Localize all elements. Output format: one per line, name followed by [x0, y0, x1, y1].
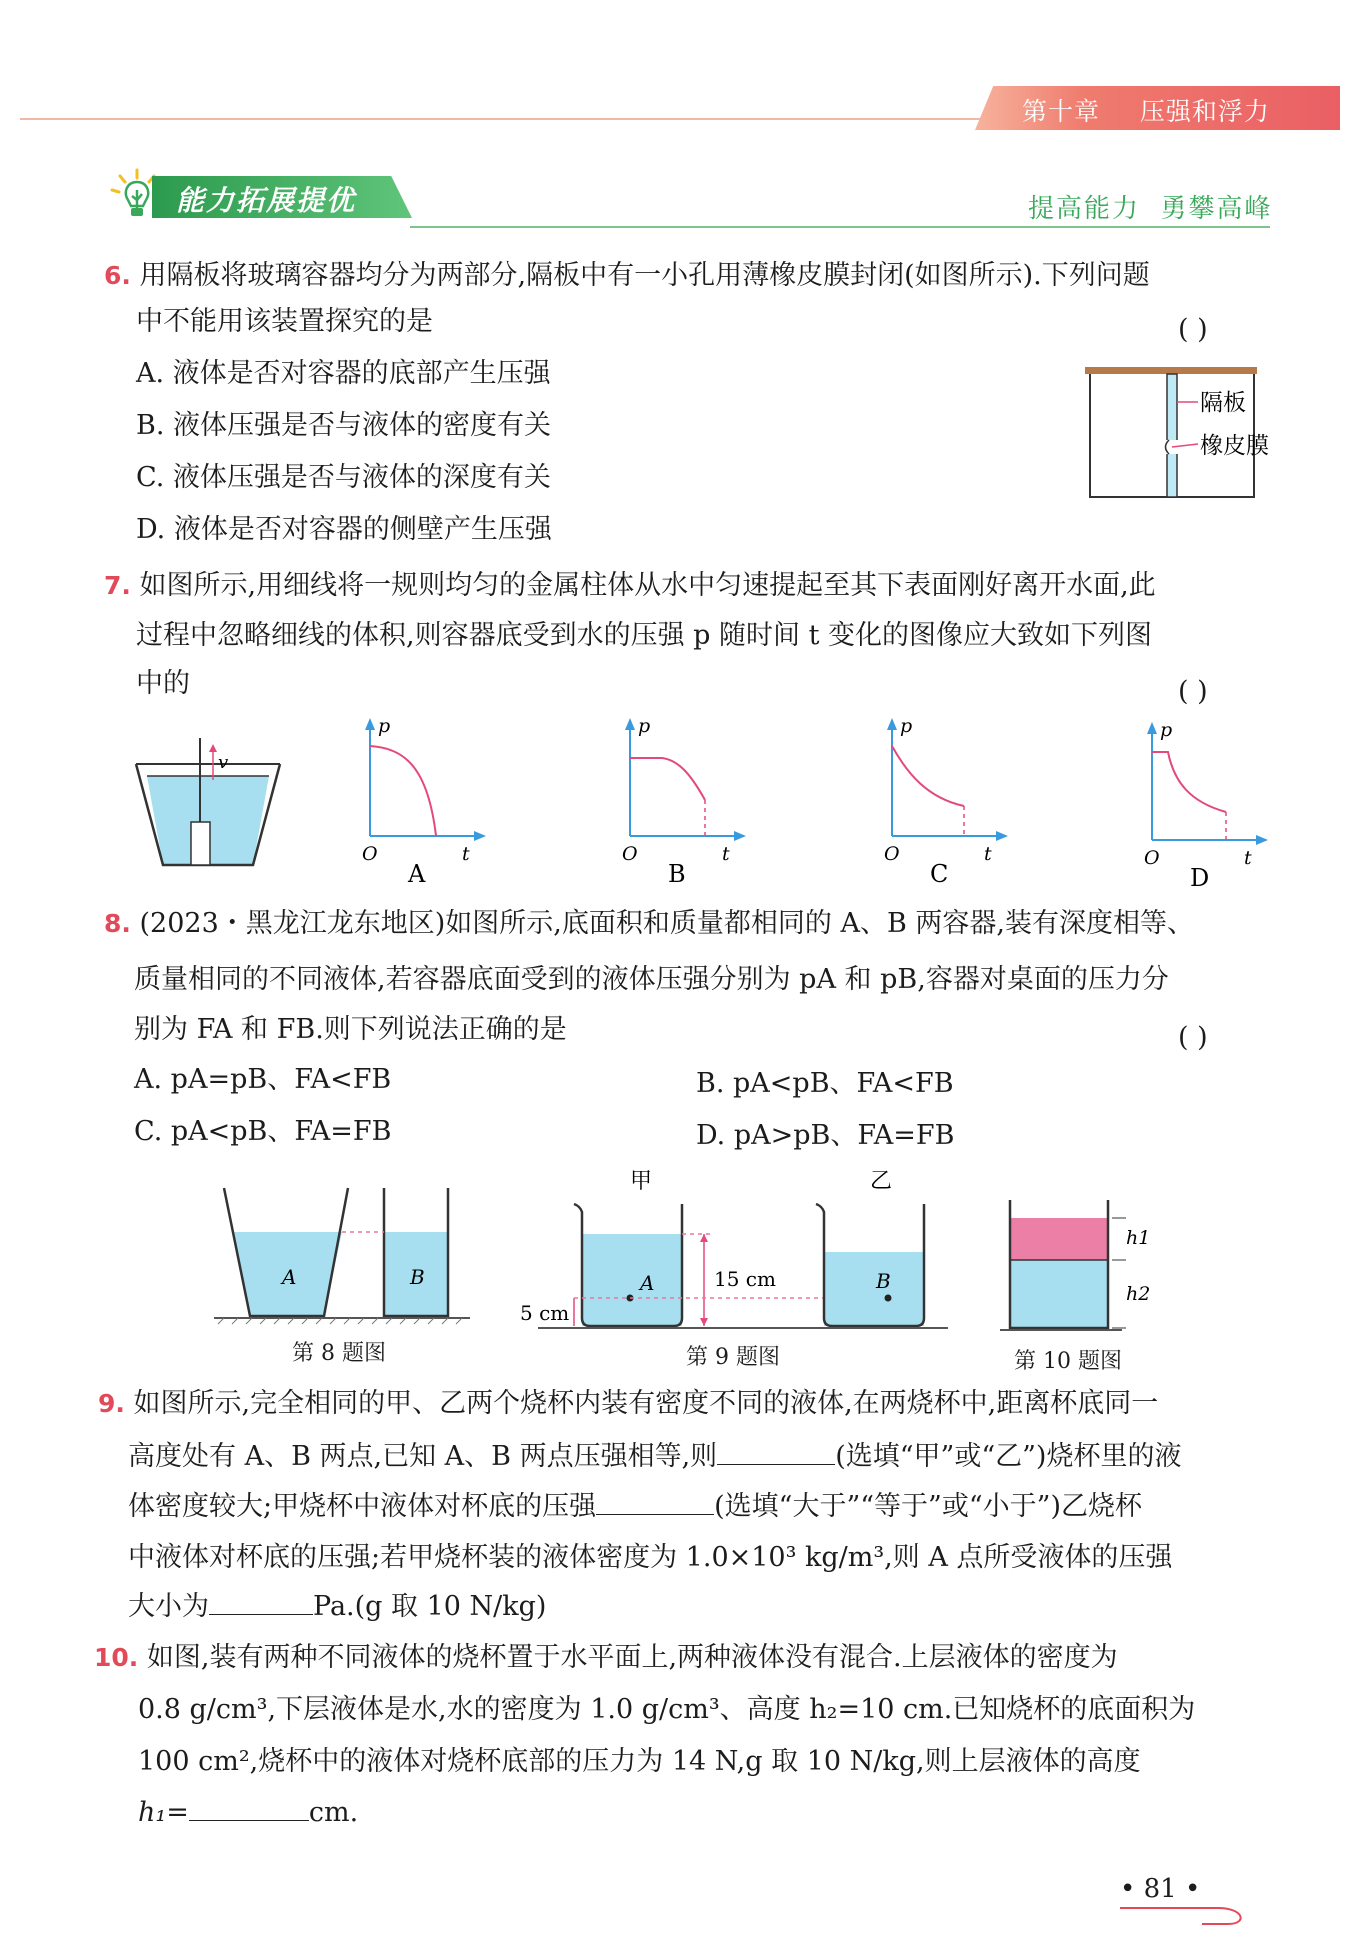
q7-line2: 过程中忽略细线的体积,则容器底受到水的压强 p 随时间 t 变化的图像应大致如下列图: [136, 620, 1153, 651]
q8-line2: 质量相同的不同液体,若容器底面受到的液体压强分别为 pA 和 pB,容器对桌面的压力分: [134, 964, 1169, 995]
svg-text:B: B: [410, 1265, 425, 1289]
fig9: [518, 1168, 958, 1328]
section-banner-text: 能力拓展提优: [176, 184, 357, 217]
q6-option-d: D. 液体是否对容器的侧壁产生压强: [136, 514, 552, 545]
svg-text:p: p: [900, 715, 913, 737]
section-rule: [410, 226, 1270, 228]
svg-text:t: t: [1244, 847, 1252, 869]
q8-line1: [104, 906, 1194, 942]
label-partition: 隔板: [1200, 390, 1246, 416]
label-membrane: 橡皮膜: [1200, 433, 1269, 459]
q9-line4: 中液体对杯底的压强;若甲烧杯装的液体密度为 1.0×10³ kg/m³,则 A 点所受液体的压强: [128, 1542, 1173, 1573]
q9-line3: 体密度较大;甲烧杯中液体对杯底的压强 (选填“大于”“等于”或“小于”)乙烧杯: [128, 1488, 1142, 1525]
svg-text:p: p: [638, 715, 651, 737]
q9-blank-3[interactable]: [209, 1588, 313, 1615]
q8-number: 8.: [104, 909, 131, 938]
q6-option-b: B. 液体压强是否与液体的密度有关: [136, 410, 552, 441]
fig8: [214, 1188, 474, 1348]
label-jia: 甲: [630, 1169, 653, 1194]
page-number: • 81 •: [1120, 1874, 1201, 1904]
q8-option-a: A. pA=pB、FA<FB: [134, 1064, 392, 1095]
partition: [1167, 374, 1177, 497]
metal-cylinder: [191, 822, 210, 865]
q7-graph-a: [350, 715, 490, 888]
q10-line1: [94, 1640, 1118, 1676]
q6-number: 6.: [104, 261, 131, 290]
graph-label-b: B: [668, 860, 686, 888]
q6-answer-paren[interactable]: ( ): [1178, 314, 1208, 345]
q10-line3: 100 cm²,烧杯中的液体对烧杯底部的压力为 14 N,g 取 10 N/kg,则上层液体的高度: [138, 1746, 1141, 1777]
q9-number: 9.: [98, 1389, 125, 1418]
svg-text:5 cm: 5 cm: [520, 1301, 570, 1325]
q7-text: 如图所示,用细线将一规则均匀的金属柱体从水中匀速提起至其下表面刚好离开水面,此: [139, 570, 1156, 601]
fig10-caption: 第 10 题图: [1014, 1349, 1122, 1374]
lower-liquid: [1010, 1260, 1108, 1328]
q10-line2: 0.8 g/cm³,下层液体是水,水的密度为 1.0 g/cm³、高度 h₂=10 cm.已知烧杯的底面积为: [138, 1694, 1196, 1725]
svg-text:15 cm: 15 cm: [714, 1267, 776, 1291]
q10-blank[interactable]: [189, 1794, 309, 1821]
container-lid: [1085, 367, 1257, 374]
q8-text: (2023・黑龙江龙东地区)如图所示,底面积和质量都相同的 A、B 两容器,装有深度相等、: [139, 908, 1194, 939]
svg-text:O: O: [884, 843, 900, 865]
upper-liquid: [1010, 1218, 1108, 1260]
q7-line3: 中的: [136, 668, 190, 699]
svg-text:p: p: [378, 715, 391, 737]
label-h2: h2: [1126, 1283, 1151, 1305]
q9-blank-1[interactable]: [717, 1438, 835, 1465]
label-yi: 乙: [870, 1169, 893, 1194]
q6-figure: [1080, 362, 1290, 502]
chapter-number: 第十章: [1022, 97, 1101, 126]
q7-container-figure: [128, 738, 288, 878]
svg-text:B: B: [876, 1269, 891, 1293]
chapter-label: [1022, 92, 1270, 128]
q8-option-d: D. pA>pB、FA=FB: [696, 1120, 955, 1151]
q9-text: 如图所示,完全相同的甲、乙两个烧杯内装有密度不同的液体,在两烧杯中,距离杯底同一: [133, 1388, 1159, 1419]
svg-text:O: O: [622, 843, 638, 865]
q7-line1: [104, 568, 1156, 604]
page-number-decoration: [1120, 1904, 1250, 1934]
svg-text:p: p: [1160, 719, 1173, 741]
fig9-caption: 第 9 题图: [686, 1345, 780, 1370]
graph-label-c: C: [930, 860, 949, 888]
q10-line4: h₁= cm.: [138, 1794, 358, 1831]
q6-text: 用隔板将玻璃容器均分为两部分,隔板中有一小孔用薄橡皮膜封闭(如图所示).下列问题: [139, 260, 1150, 291]
q10-text: 如图,装有两种不同液体的烧杯置于水平面上,两种液体没有混合.上层液体的密度为: [146, 1642, 1118, 1673]
q6-line2: 中不能用该装置探究的是: [136, 306, 433, 337]
q9-line2: 高度处有 A、B 两点,已知 A、B 两点压强相等,则 (选填“甲”或“乙”)烧杯里的液: [128, 1438, 1181, 1475]
label-h1: h1: [1126, 1227, 1151, 1249]
q8-option-b: B. pA<pB、FA<FB: [696, 1068, 954, 1099]
q10-number: 10.: [94, 1643, 139, 1672]
q7-number: 7.: [104, 571, 131, 600]
q9-line5: 大小为 Pa.(g 取 10 N/kg): [128, 1588, 546, 1625]
svg-text:A: A: [640, 1271, 655, 1295]
q9-line1: [98, 1386, 1158, 1422]
q7-graph-b: [610, 715, 750, 888]
svg-text:A: A: [282, 1265, 297, 1289]
q8-answer-paren[interactable]: ( ): [1178, 1022, 1208, 1053]
fig10: [998, 1198, 1158, 1338]
fig8-caption: 第 8 题图: [292, 1341, 386, 1366]
v-label: v: [218, 752, 229, 773]
q8-option-c: C. pA<pB、FA=FB: [134, 1116, 392, 1147]
chapter-title: 压强和浮力: [1139, 97, 1270, 126]
q6-line1: [104, 258, 1150, 294]
q6-option-c: C. 液体压强是否与液体的深度有关: [136, 462, 551, 493]
liquid-jia: [582, 1234, 682, 1326]
liquid-yi: [824, 1252, 924, 1326]
q8-line3: 别为 FA 和 FB.则下列说法正确的是: [134, 1014, 567, 1045]
svg-text:O: O: [362, 843, 378, 865]
svg-text:t: t: [984, 843, 992, 865]
graph-label-d: D: [1190, 864, 1210, 892]
svg-text:O: O: [1144, 847, 1160, 869]
q7-answer-paren[interactable]: ( ): [1178, 676, 1208, 707]
header-rule: [20, 118, 1020, 120]
q7-graph-c: [872, 715, 1012, 888]
graph-label-a: A: [408, 860, 426, 888]
section-slogan: 提高能力 勇攀高峰: [1028, 194, 1273, 224]
svg-text:t: t: [462, 843, 470, 865]
q7-graph-d: [1132, 719, 1272, 892]
q6-option-a: A. 液体是否对容器的底部产生压强: [136, 358, 551, 389]
svg-text:t: t: [722, 843, 730, 865]
q9-blank-2[interactable]: [596, 1488, 714, 1515]
